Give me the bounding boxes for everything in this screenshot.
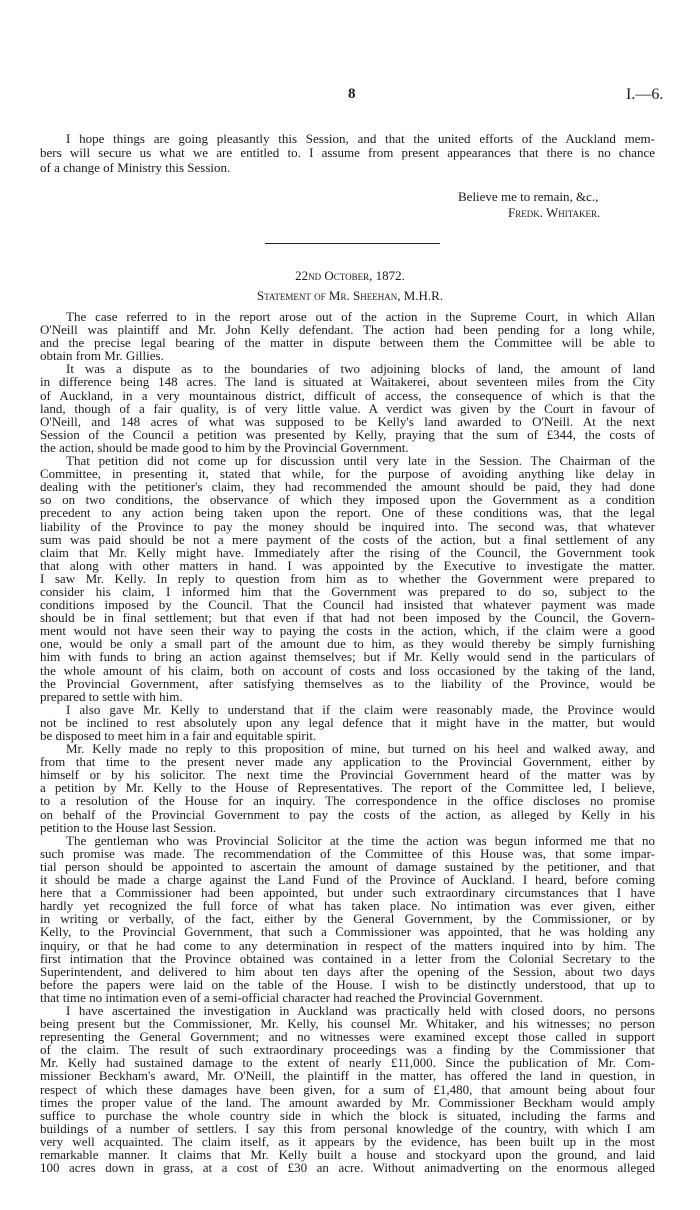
paragraph (40, 742, 655, 834)
text-line: liability of the Province to pay the money should be inquired into. The second was, that whatever (40, 518, 655, 534)
text-line: I also gave Mr. Kelly to understand that if the claim were reasonably made, the Province would (66, 701, 655, 717)
text-line: a petition by Mr. Kelly to the House of Representatives. The report of the Committee led, I believe, (40, 780, 655, 796)
text-line: so on two conditions, the observance of which they imposed upon the Government as a condition (40, 492, 655, 508)
paragraph (40, 834, 655, 1004)
paragraph (40, 310, 655, 362)
text-line: the action, should be made good to him by the Provincial Government. (40, 439, 409, 455)
text-line: obtain from Mr. Gillies. (40, 348, 164, 364)
text-line: on behalf of the Provincial Government to pay the costs of the action, as alleged by Kelly in his (40, 806, 655, 822)
text-line: missioner Beckham's award, Mr. O'Neill, the plaintiff in the matter, has offered the land in question, in (40, 1068, 655, 1084)
text-line: land, though of a fair quality, is of very little value. A verdict was given by the Court in favour of (40, 400, 655, 416)
text-line: Kelly, to the Provincial Government, that such a Commissioner was appointed, that he was holding any (40, 924, 655, 940)
text-line: O'Neill, and 148 acres of what was supposed to be Kelly's land awarded to O'Neill. At the next (40, 413, 655, 429)
text-line: tial person should be appointed to ascertain the amount of damage sustained by the petitioner, and that (40, 858, 655, 874)
text-line: It was a dispute as to the boundaries of two adjoining blocks of land, the amount of land (66, 361, 655, 377)
text-line: I saw Mr. Kelly. In reply to question from him as to whether the Government were prepared to (40, 570, 655, 586)
text-line: very well acquainted. The claim itself, as it appears by the evidence, has been built up in the most (40, 1133, 655, 1149)
text-line: precedent to any action being taken upon the report. One of these conditions was, that the legal (40, 505, 655, 521)
text-line: to a resolution of the House for an inquiry. The correspondence in the office discloses no promise (40, 793, 655, 809)
text-line: hardly yet recognized the full force of what has taken place. No intimation was ever given, either (40, 898, 655, 914)
paragraph (40, 362, 655, 454)
text-line: respect of which these damages have been given, for a sum of £1,480, that amount being about four (40, 1081, 655, 1097)
text-line: O'Neill was plaintiff and Mr. John Kelly defendant. The action had been pending for a long while, (40, 322, 655, 338)
text-line: himself or by his solicitor. The next time the Provincial Government heard of the matter was by (40, 767, 655, 783)
statement-title: Statement of Mr. Sheehan, M.H.R. (256, 288, 444, 303)
paragraph (40, 454, 655, 703)
text-line: sum was paid should be not a mere payment of the costs of the action, but a final settlement of any (40, 531, 655, 547)
text-line: before the papers were laid on the table of the House. I wish to be distinctly understood, that up to (40, 976, 655, 992)
text-line: bers will secure us what we are entitled to. I assume from present appearances that there is no chance (40, 145, 655, 161)
text-line: be disposed to meet him in a fair and equitable spirit. (40, 728, 317, 743)
text-line: that along with other matters in hand. I was appointed by the Executive to investigate the matter. (40, 557, 655, 573)
letter-closing: Believe me to remain, &c., (458, 189, 599, 204)
text-line: Superintendent, and delivered to him about ten days after the opening of the Session, about two days (40, 963, 655, 979)
text-line: such promise was made. The recommendation of the Committee of this House was, that some impar- (40, 845, 655, 861)
text-line: conditions imposed by the Council. That the Council had insisted that whatever payment was made (40, 597, 655, 613)
text-line: prepared to settle with him. (40, 688, 183, 704)
text-line: The gentleman who was Provincial Solicitor at the time the action was begun informed me that no (66, 832, 655, 848)
statement-body (40, 310, 655, 1174)
letter-signature: Fredk. Whitaker. (508, 205, 601, 220)
text-line: inquiry, or that he had come to any determination in respect of the matters inquired into by him. The (40, 937, 655, 953)
text-line: the whole amount of his claim, both on account of costs and loss occasioned by the taking of the land, (40, 662, 655, 678)
text-line: remarkable manner. It claims that Mr. Kelly built a house and stockyard upon the ground, and laid (40, 1147, 655, 1162)
text-line: of Auckland, in a very mountainous district, difficult of access, the consequence of which is that the (40, 387, 655, 403)
text-line: being present but the Commissioner, Mr. Kelly, his counsel Mr. Whitaker, and his witnesses; no person (40, 1016, 655, 1032)
text-line: not be inclined to rest absolutely upon any legal defence that it might have in the matter, but would (40, 714, 655, 730)
document-reference: I.—6. (626, 86, 664, 103)
text-line: That petition did not come up for discussion until very late in the Session. The Chairman of the (66, 453, 655, 469)
text-line: Mr. Kelly had sustained damage to the extent of nearly £11,000. Since the publication of Mr. Com- (40, 1055, 655, 1071)
text-line: Mr. Kelly made no reply to this proposition of mine, but turned on his heel and walked away, and (66, 741, 655, 757)
text-line: him with funds to bring an action against themselves; but if Mr. Kelly would send in the particulars of (40, 649, 655, 665)
text-line: consider his claim, I informed him that the Government was prepared to do so, subject to the (40, 583, 655, 599)
text-line: Session of the Council a petition was presented by Kelly, praying that the sum of £344, the costs of (40, 426, 655, 442)
text-line: 100 acres down in grass, at a cost of £30 an acre. Without animadverting on the enormous alleged (40, 1160, 655, 1176)
text-line: times the proper value of the land. The amount awarded by Mr. Commissioner Beckham would amply (40, 1094, 655, 1110)
text-line: buildings of a number of settlers. I say this from personal knowledge of the country, with which I am (40, 1120, 655, 1136)
text-line: dealing with the petitioner's claim, they had recommended the amount should be paid, they had done (40, 479, 655, 495)
text-line: I have ascertained the investigation in Auckland was practically held with closed doors, no persons (66, 1002, 655, 1018)
text-line: should be in final settlement; but that even if that had not been imposed by the Council, the Govern- (40, 610, 655, 626)
text-line: representing the General Government; and no witnesses were examined except those called in support (40, 1029, 655, 1045)
paragraph (40, 703, 655, 742)
text-line: The case referred to in the report arose out of the action in the Supreme Court, in which Allan (66, 309, 655, 324)
text-line: and the precise legal bearing of the matter in dispute between them the Committee will be able to (40, 335, 655, 351)
statement-date: 22nd October, 1872. (295, 268, 405, 283)
text-line: of the claim. The result of such extraordinary proceedings was a finding by the Commissioner that (40, 1042, 655, 1058)
text-line: claim that Mr. Kelly might have. Immediately after the rising of the Council, the Government took (40, 544, 655, 560)
text-line: it should be made a charge against the Land Fund of the Province of Auckland. I heard, before coming (40, 872, 655, 888)
text-line: ment would not have seen their way to paying the costs in the action, which, if the claim were a good (40, 623, 655, 639)
text-line: Committee, in presenting it, stated that while, for the purpose of avoiding anything like delay in (40, 466, 655, 482)
text-line: I hope things are going pleasantly this Session, and that the united efforts of the Auckland mem- (66, 131, 655, 146)
text-line: that time no intimation even of a semi-official character had reached the Provincial Government. (40, 989, 543, 1005)
text-line: petition to the House last Session. (40, 819, 217, 835)
text-line: first intimation that the Province obtained was contained in a letter from the Colonial Secretary to the (40, 950, 655, 966)
text-line: in writing or verbally, of the fact, either by the General Government, by the Commissioner, or by (40, 911, 655, 927)
section-divider (265, 243, 440, 244)
text-line: from that time to the present never made any application to the Provincial Government, either by (40, 754, 655, 770)
page-number: 8 (348, 86, 356, 102)
text-line: suffice to purchase the whole country side in which the block is situated, including the farms and (40, 1107, 655, 1123)
letter-closing-paragraph (40, 132, 655, 175)
paragraph (40, 1004, 655, 1174)
text-line: the Provincial Government, after satisfying themselves as to the liability of the Province, would be (40, 675, 655, 691)
text-line: of a change of Ministry this Session. (40, 159, 231, 175)
text-line: one, would be only a small part of the amount due to him, as they would thereby be simply furnishing (40, 636, 655, 652)
text-line: in difference being 148 acres. The land is situated at Waitakerei, about seventeen miles from the City (40, 374, 655, 390)
text-line: here that a Commissioner had been appointed, but under such extraordinary circumstances that I have (40, 885, 655, 901)
